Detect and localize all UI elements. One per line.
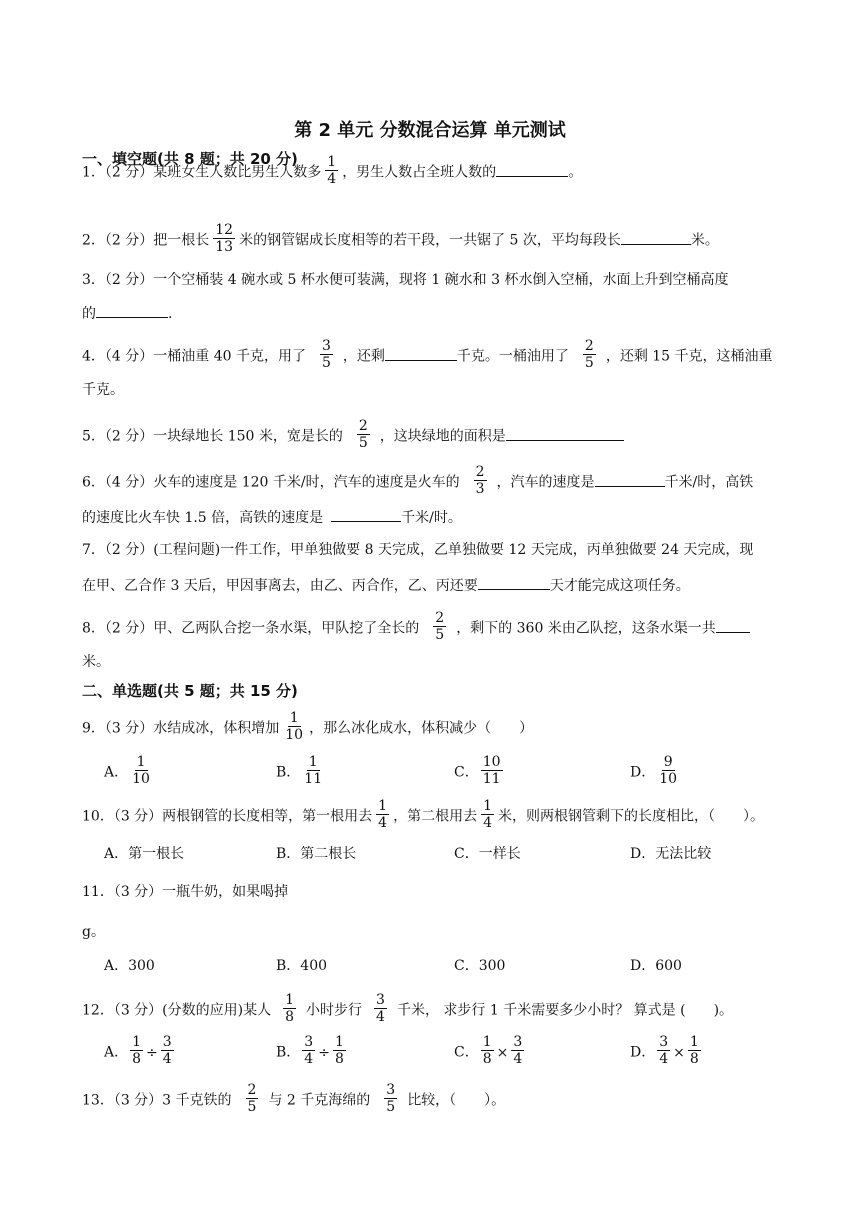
option-b[interactable]: B．400 [276,958,328,974]
answer-blank[interactable] [331,506,401,522]
question-1: 1．（2 分）某班女生人数比男生人数多 $\frac{1}{4}$ ，男生人数占全班人数的 。 [82,154,583,187]
fraction: $\frac{3}{4}$ [376,992,385,1025]
option-d[interactable]: D． $\frac{9}{10}$ [630,754,678,787]
option-c[interactable]: C． $\frac{10}{11}$ [454,754,501,787]
fraction: $\frac{2}{5}$ [247,1082,257,1115]
question-13: 13．（3 分）3 千克铁的 $\frac{2}{5}$ 与 2 千克海绵的 $\frac{3}{5}$ 比较，（ ）。 [82,1082,506,1115]
option-a[interactable]: A．第一根长 [104,846,185,862]
answer-blank[interactable] [96,302,168,318]
question-10: 10．（3 分）两根钢管的长度相等，第一根用去 $\frac{1}{4}$ ，第二根用去 $\frac{1}{4}$ 米，则两根钢管剩下的长度相比，（ ）。 [82,798,765,831]
question-12: 12．（3 分）(分数的应用)某人 $\frac{1}{8}$ 小时步行 $\frac{3}{4}$ 千米， 求步行 1 千米需要多少小时？ 算式是 ( )。 [82,992,734,1025]
option-b[interactable]: B． $\frac{1}{11}$ [276,754,323,787]
fraction: $\frac{3}{5}$ [321,338,331,371]
answer-blank[interactable] [595,471,665,487]
fraction: $\frac{1}{4}$ [378,798,388,831]
fraction: $\frac{3}{5}$ [386,1082,396,1115]
option-c[interactable]: C． $\frac{1}{8}$ × $\frac{3}{4}$ [454,1034,523,1067]
question-1-text: 1．（2 分）某班女生人数比男生人数多 [82,164,322,181]
option-d[interactable]: D．600 [630,958,682,974]
option-c[interactable]: C．300 [454,958,506,974]
answer-blank[interactable] [496,161,568,177]
fraction: $\frac{2}{5}$ [358,418,368,451]
fraction: $\frac{12}{13}$ [215,222,234,255]
question-4-continued: 千克。 [82,382,124,398]
question-8: 8．（2 分）甲、乙两队合挖一条水渠，甲队挖了全长的 $\frac{2}{5}$ ，剩下的 360 米由乙队挖，这条水渠一共 [82,612,750,645]
fraction: $\frac{1}{4}$ [483,798,493,831]
fraction: $\frac{2}{3}$ [475,464,485,497]
option-a[interactable]: A． $\frac{1}{8}$ ÷ $\frac{3}{4}$ [104,1034,172,1067]
page-title: 第 2 单元 分数混合运算 单元测试 [294,120,566,141]
section-heading-single-choice: 二、单选题(共 5 题；共 15 分) [82,682,298,700]
option-d[interactable]: D． $\frac{3}{4}$ × $\frac{1}{8}$ [630,1034,699,1067]
answer-blank[interactable] [478,574,550,590]
question-9: 9．（3 分）水结成冰，体积增加 $\frac{1}{10}$ ，那么冰化成水，体积减少（ ） [82,710,534,743]
option-b[interactable]: B． $\frac{3}{4}$ ÷ $\frac{1}{8}$ [276,1034,344,1067]
question-2: 2．（2 分）把一根长 $\frac{12}{13}$ 米的钢管锯成长度相等的若干段，一共锯了 5 次，平均每段长 米。 [82,222,719,255]
question-4: 4．（4 分）一桶油重 40 千克，用了 $\frac{3}{5}$ ，还剩 千克。一桶油用了 $\frac{2}{5}$ ，还剩 15 千克，这桶油重 [82,338,773,371]
answer-blank[interactable] [506,425,624,441]
option-c[interactable]: C．一样长 [454,846,521,862]
fraction: $\frac{2}{5}$ [584,338,594,371]
option-a[interactable]: A． $\frac{1}{10}$ [104,754,150,787]
option-b[interactable]: B．第二根长 [276,846,357,862]
answer-blank[interactable] [716,617,750,633]
fraction: $\frac{1}{10}$ [285,710,304,743]
question-3: 3．（2 分）一个空桶装 4 碗水或 5 杯水便可装满，现将 1 碗水和 3 杯水倒入空桶，水面上升到空桶高度 [82,272,729,288]
option-d[interactable]: D．无法比较 [630,846,712,862]
question-6-continued: 的速度比火车快 1.5 倍，高铁的速度是 千米/时。 [82,506,462,528]
question-3-continued: 的 . [82,302,172,324]
question-7-continued: 在甲、乙合作 3 天后，甲因事离去，由乙、丙合作，乙、丙还要 天才能完成这项任务。 [82,574,690,596]
question-8-continued: 米。 [82,654,110,670]
question-11: 11．（3 分）一瓶牛奶，如果喝掉 [82,884,289,900]
section-heading-fill-blank: 一、填空题(共 8 题；共 20 分) [82,150,298,168]
fraction: $\frac{1}{8}$ [285,992,295,1025]
answer-blank[interactable] [385,345,457,361]
fraction: $\frac{2}{5}$ [435,610,445,643]
question-6: 6．（4 分）火车的速度是 120 千米/时，汽车的速度是火车的 $\frac{2}{3}$ ，汽车的速度是 千米/时，高铁 [82,464,754,497]
question-11-continued: g。 [82,924,105,940]
question-5: 5．（2 分）一块绿地长 150 米，宽是长的 $\frac{2}{5}$ ，这块绿地的面积是 [82,420,624,453]
option-a[interactable]: A．300 [104,958,155,974]
answer-blank[interactable] [621,229,691,245]
fraction: $\frac{1}{4}$ [327,154,337,187]
question-7: 7．（2 分）(工程问题)一件工作，甲单独做要 8 天完成，乙单独做要 12 天完成，丙单独做要 24 天完成，现 [82,542,754,558]
